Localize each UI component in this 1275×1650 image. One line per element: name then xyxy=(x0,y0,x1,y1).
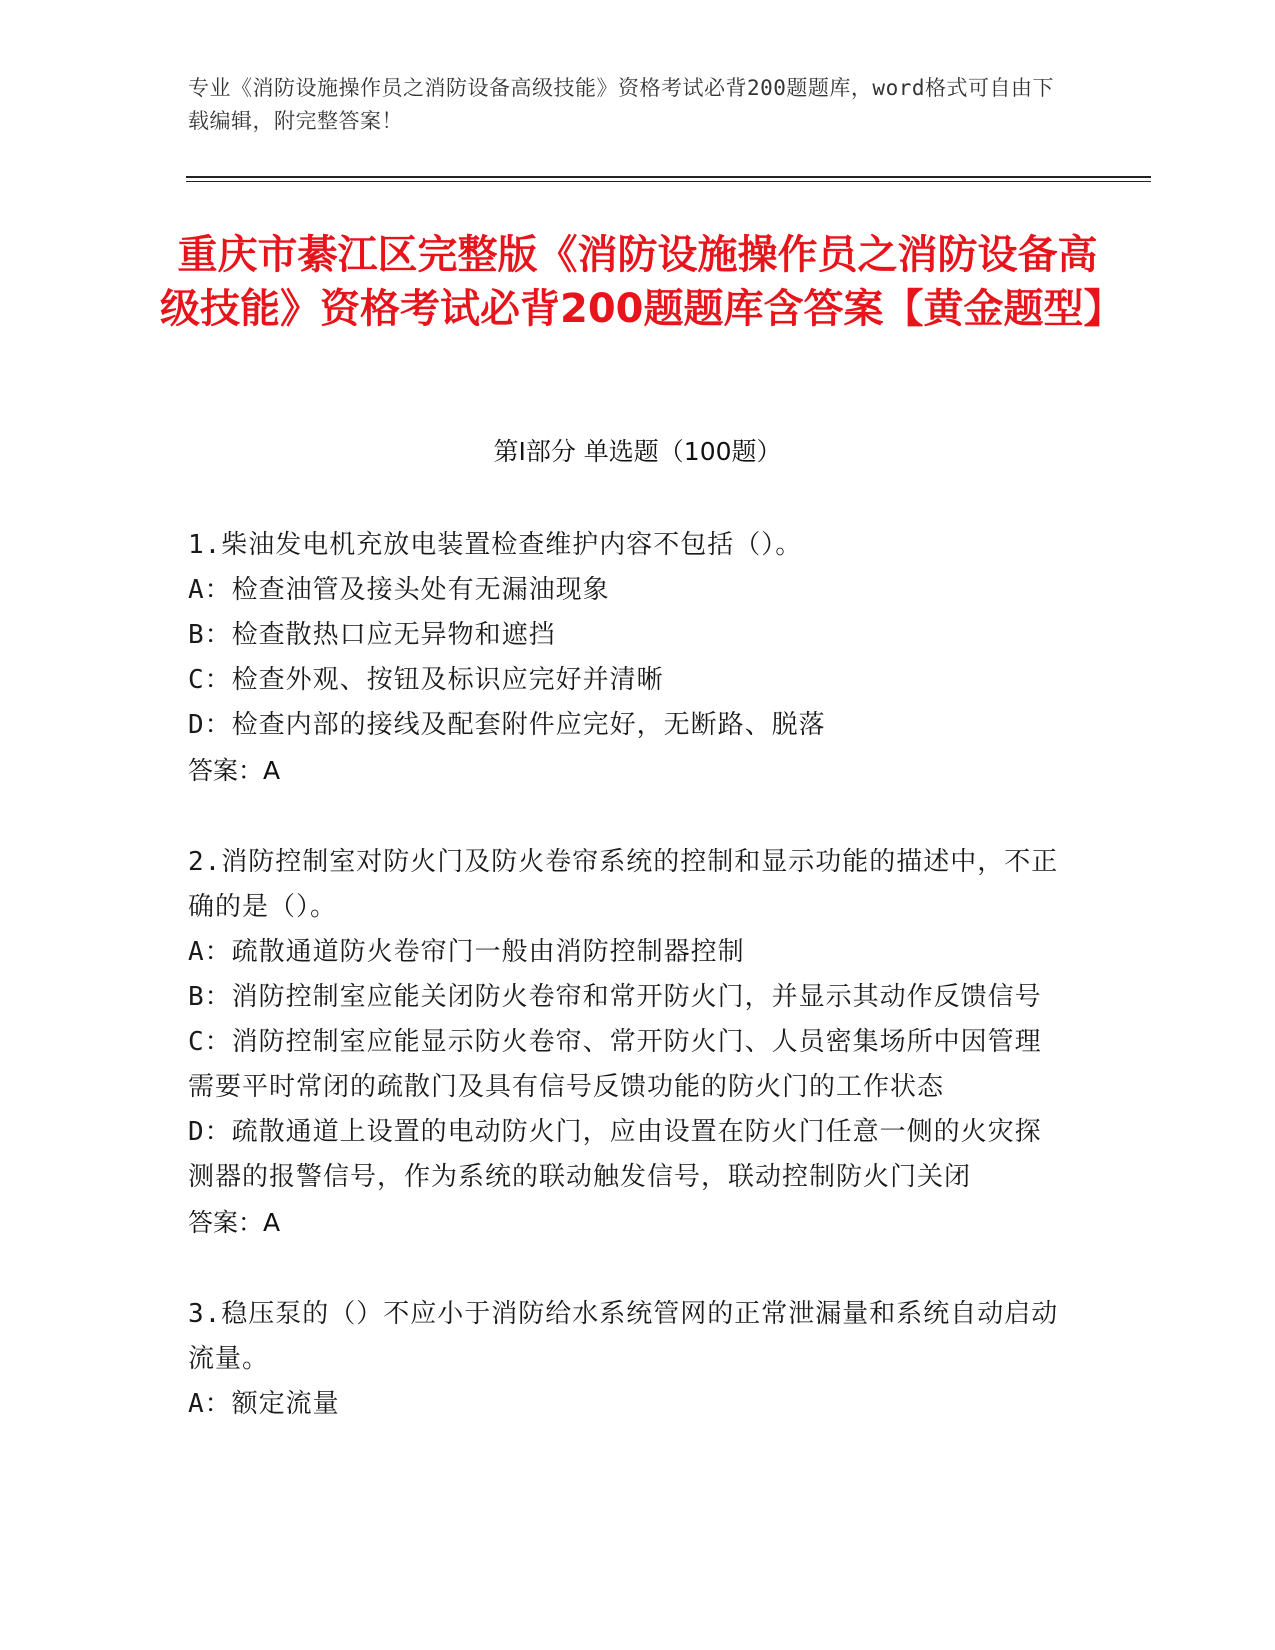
option-a: A：额定流量 xyxy=(188,1389,340,1419)
answer: 答案：A xyxy=(188,756,281,785)
question-2 xyxy=(188,840,1068,1245)
question-stem: 1.柴油发电机充放电装置检查维护内容不包括（）。 xyxy=(188,530,803,560)
option-b: B：消防控制室应能关闭防火卷帘和常开防火门，并显示其动作反馈信号 xyxy=(188,982,1042,1012)
header-note: 专业《消防设施操作员之消防设备高级技能》资格考试必背200题题库，word格式可自由下载编辑，附完整答案！ xyxy=(188,76,1054,133)
question-stem: 3.稳压泵的（）不应小于消防给水系统管网的正常泄漏量和系统自动启动流量。 xyxy=(188,1299,1059,1374)
option-b: B：检查散热口应无异物和遮挡 xyxy=(188,620,556,650)
question-stem: 2.消防控制室对防火门及防火卷帘系统的控制和显示功能的描述中，不正确的是（）。 xyxy=(188,847,1059,922)
option-d: D：疏散通道上设置的电动防火门，应由设置在防火门任意一侧的火灾探测器的报警信号，作为系统的联动触发信号，联动控制防火门关闭 xyxy=(188,1117,1042,1192)
option-c: C：消防控制室应能显示防火卷帘、常开防火门、人员密集场所中因管理需要平时常闭的疏散门及具有信号反馈功能的防火门的工作状态 xyxy=(188,1027,1042,1102)
option-a: A：疏散通道防火卷帘门一般由消防控制器控制 xyxy=(188,937,745,967)
question-1 xyxy=(188,523,1068,793)
header-divider-thin xyxy=(186,181,1151,182)
option-c: C：检查外观、按钮及标识应完好并清晰 xyxy=(188,665,664,695)
option-a: A：检查油管及接头处有无漏油现象 xyxy=(188,575,610,605)
question-3 xyxy=(188,1292,1068,1427)
header-divider-thick xyxy=(186,176,1151,178)
option-d: D：检查内部的接线及配套附件应完好，无断路、脱落 xyxy=(188,710,826,740)
question-list xyxy=(188,523,1068,1474)
document-title: 重庆市綦江区完整版《消防设施操作员之消防设备高级技能》资格考试必背200题题库含答案【黄金题型】 xyxy=(160,232,1124,332)
answer: 答案：A xyxy=(188,1208,281,1237)
section-title: 第Ⅰ部分 单选题（100题） xyxy=(493,437,782,466)
